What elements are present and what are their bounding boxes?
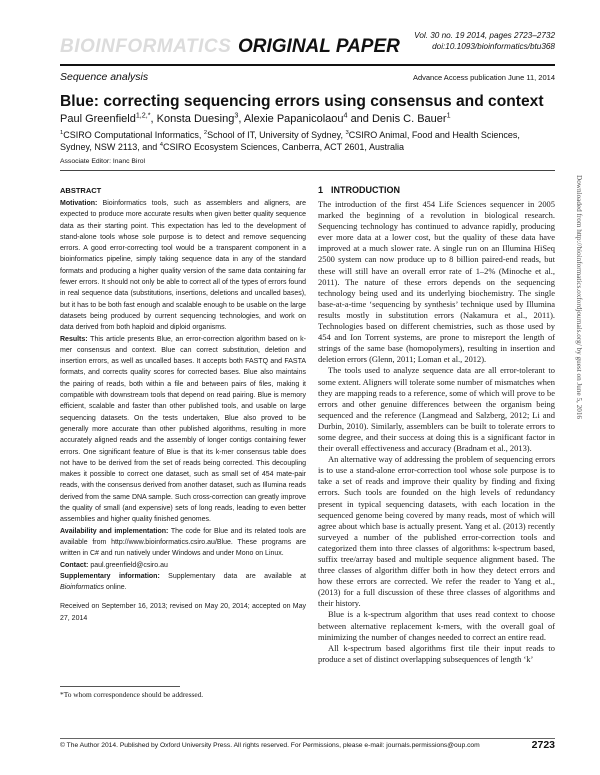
supp-journal: Bioinformatics: [60, 584, 104, 592]
affil-4: CSIRO Ecosystem Sciences, Canberra, ACT 2601, Australia: [163, 141, 404, 152]
intro-paragraph-3: An alternative way of addressing the problem of sequencing errors is to use a stand-alone error-correction tool whose sole purpose is to take a set of reads and improve their quality by finding and fixing errors. Such tools are founded on the high levels of redundancy present in typical sequencing datasets, with each location in the sequenced genome being covered by many reads, most of which will agree about which base is actually present. Yang et al. (2013) recently surveyed a number of the published error-correction tools and categorized them into three classes of algorithms: k-spectrum based, suffix tree/array based and multiple sequence alignment based. The three classes of algorithm differ both in how they detect errors and how these errors are corrected. We refer the reader to Yang et al., (2013) for a full discussion of these three classes of algorithms and their history.: [318, 454, 555, 609]
paper-title: Blue: correcting sequencing errors using consensus and context: [60, 93, 544, 110]
journal-name: BIOINFORMATICS: [60, 36, 232, 57]
abstract-results: [60, 334, 306, 526]
motivation-label: Motivation:: [60, 200, 98, 207]
author-sep: ,: [238, 113, 242, 125]
abstract-heading: ABSTRACT: [60, 186, 102, 195]
affil-sup-1: 1: [60, 130, 64, 136]
supp-text: Supplementary data are available at: [168, 572, 306, 580]
intro-paragraph-5: All k-spectrum based algorithms first tile their input reads to produce a set of distinct overlapping subsequences of length ‘k’: [318, 642, 555, 664]
intro-number: 1: [318, 185, 324, 195]
access-date: Advance Access publication June 11, 2014: [412, 73, 555, 82]
title-rule: [60, 170, 555, 171]
page-number: 2723: [531, 739, 555, 751]
footer-rule: [60, 738, 555, 739]
availability-text: The code for Blue and its related tools are available from http://www.bioinformatics.csiro.au/Blue. These programs are written in C# and run natively under Windows and under Mono on Linux.: [60, 527, 306, 558]
intro-body: [318, 199, 555, 665]
intro-paragraph-1: The introduction of the first 454 Life Sciences sequencer in 2005 marked the beginning of a revolution in biological research. Sequencing technology has continued to advance rapidly, producing ever more data at a lower cost, but the quality of these data have improved at a much slower rate. A single run on an Illumina HiSeq 2500 system can now produce up to 8 billion paired-end reads, but these will still have an overall error rate of 1–2% (Minoche et al., 2011). The nature of these errors depends on the sequencing technology being used and its underlying biochemistry. The single base-at-a-time ‘sequencing by synthesis’ technique used by Illumina results mostly in substitution errors (Nakamura et al., 2011). Technologies based on different chemistries, such as those used by 454 and Ion Torrent systems, are prone to misreport the length of strings of the same base (homopolymers), resulting in insertion and deletion errors (Glenn, 2011; Loman et al., 2012).: [318, 199, 555, 365]
affil-3b: Sydney, NSW 2113, and: [60, 141, 158, 152]
author-4-sup: 1: [446, 111, 451, 120]
abstract-motivation: [60, 198, 306, 334]
contact-label: Contact:: [60, 561, 89, 569]
abstract-supplementary: [60, 571, 306, 594]
affil-3: CSIRO Animal, Food and Health Sciences,: [348, 130, 520, 140]
intro-title: INTRODUCTION: [331, 185, 401, 195]
results-text: This article presents Blue, an error-correction algorithm based on k-mer consensus and context. Blue can correct substitution, deletion and insertion errors, as well as uncalled bases. It accepts both FASTQ and FASTA formats, and corrects quality scores for corrected bases. Blue also maintains the pairing of reads, both within a file and between pairs of files, making it compatible with downstream tools that depend on read pairing. Blue is memory efficient, scalable and faster than other published tools, and usable on large sequencing datasets. On the tests undertaken, Blue also proved to be generally more accurate than other published algorithms, resulting in more accurately aligned reads and the assembly of longer contigs containing fewer errors. One significant feature of Blue is that its k-mer consensus table does not have to be derived from the set of reads being corrected. This decoupling makes it possible to correct one dataset, such as small set of 454 mate-pair reads, with the consensus derived from another dataset, such as Illumina reads derived from the same DNA sample. Such cross-correction can greatly improve the quality of small (and expensive) sets of long reads, leading to even better assemblies and higher quality finished genomes.: [60, 335, 306, 524]
author-sep: ,: [150, 113, 154, 125]
volume-line: Vol. 30 no. 19 2014, pages 2723–2732: [414, 31, 555, 40]
affil-sup-2: 2: [203, 130, 208, 136]
paper-type: ORIGINAL PAPER: [238, 36, 400, 57]
affil-2: School of IT, University of Sydney,: [207, 130, 344, 140]
results-label: Results:: [60, 335, 88, 343]
affiliation-line-2: [60, 142, 560, 154]
availability-label: Availability and implementation:: [60, 527, 169, 535]
author-1: Paul Greenfield: [60, 113, 136, 125]
intro-paragraph-4: Blue is a k-spectrum algorithm that uses read context to choose between alternative replacement k-mers, with the overall goal of minimizing the number of changes needed to correct an entire read.: [318, 609, 555, 642]
motivation-text: Bioinformatics tools, such as assemblers and aligners, are expected to produce more accurate results when given better quality sequence data as their starting point. This expectation has led to the development of stand-alone tools whose sole purpose is to detect and remove sequencing errors. A good error-correcting tool would be a transparent component in a bioinformatics pipeline, simply taking sequence data in any of the standard formats and producing a higher quality version of the same data containing far fewer errors. It should not only be able to correct all of the types of errors found in real sequence data (substitutions, insertions, deletions and uncalled bases), but it has to be both fast enough and scalable enough to be usable on the large datasets being produced by current sequencing technologies, and work on data derived from both haploid and diploid organisms.: [60, 200, 306, 332]
abstract-contact: [60, 560, 306, 571]
journal-header: [60, 30, 555, 64]
header-rule: [60, 64, 555, 66]
abstract-gap: [60, 593, 306, 601]
affiliations: [60, 130, 560, 153]
author-list: [60, 113, 451, 125]
affil-sup-4: 4: [159, 141, 164, 148]
associate-editor: Associate Editor: Inanc Birol: [60, 158, 146, 165]
affil-sup-3: 3: [345, 130, 349, 136]
doi-line: doi:10.1093/bioinformatics/btu368: [432, 41, 555, 51]
footnote-rule: [60, 686, 180, 687]
download-watermark: Downloaded from http://bioinformatics.oxfordjournals.org/ by guest on June 5, 2016: [575, 175, 583, 420]
author-and: and: [350, 113, 369, 125]
intro-paragraph-2: The tools used to analyze sequence data are all error-tolerant to some extent. Aligners will tolerate some number of mismatches when they are mapping reads to a reference, some of which will prove to be errors and other genuine differences between the organism being sequenced and the reference (Langmead and Salzberg, 2012; Li and Durbin, 2010). Similarly, assemblers can be built to tolerate errors to some degree, and their success at doing this is a significant factor in their overall effectiveness and accuracy (Bradnam et al., 2013).: [318, 365, 555, 454]
copyright-notice: © The Author 2014. Published by Oxford University Press. All rights reserved. For Permissions, please e-mail: journals.permissions@oup.com: [60, 742, 480, 749]
received-dates: Received on September 16, 2013; revised on May 20, 2014; accepted on May 27, 2014: [60, 603, 306, 622]
author-2-sup: 3: [234, 111, 239, 120]
section-label: Sequence analysis: [60, 71, 149, 83]
abstract-body: [60, 198, 306, 624]
abstract-availability: [60, 526, 306, 560]
supp-label: Supplementary information:: [60, 572, 160, 580]
author-3-sup: 4: [343, 111, 348, 120]
contact-email: paul.greenfield@csiro.au: [90, 561, 168, 569]
correspondence-footnote: *To whom correspondence should be addressed.: [60, 690, 204, 699]
volume-info: [414, 31, 555, 52]
author-2: Konsta Duesing: [156, 113, 235, 125]
author-3: Alexie Papanicolaou: [243, 113, 344, 125]
affil-1: CSIRO Computational Informatics,: [63, 130, 202, 140]
author-4: Denis C. Bauer: [371, 113, 447, 125]
author-1-sup: 1,2,*: [135, 111, 151, 120]
affiliation-line-1: [60, 130, 560, 142]
supp-text-end: online.: [105, 584, 127, 592]
intro-heading: [318, 185, 400, 195]
